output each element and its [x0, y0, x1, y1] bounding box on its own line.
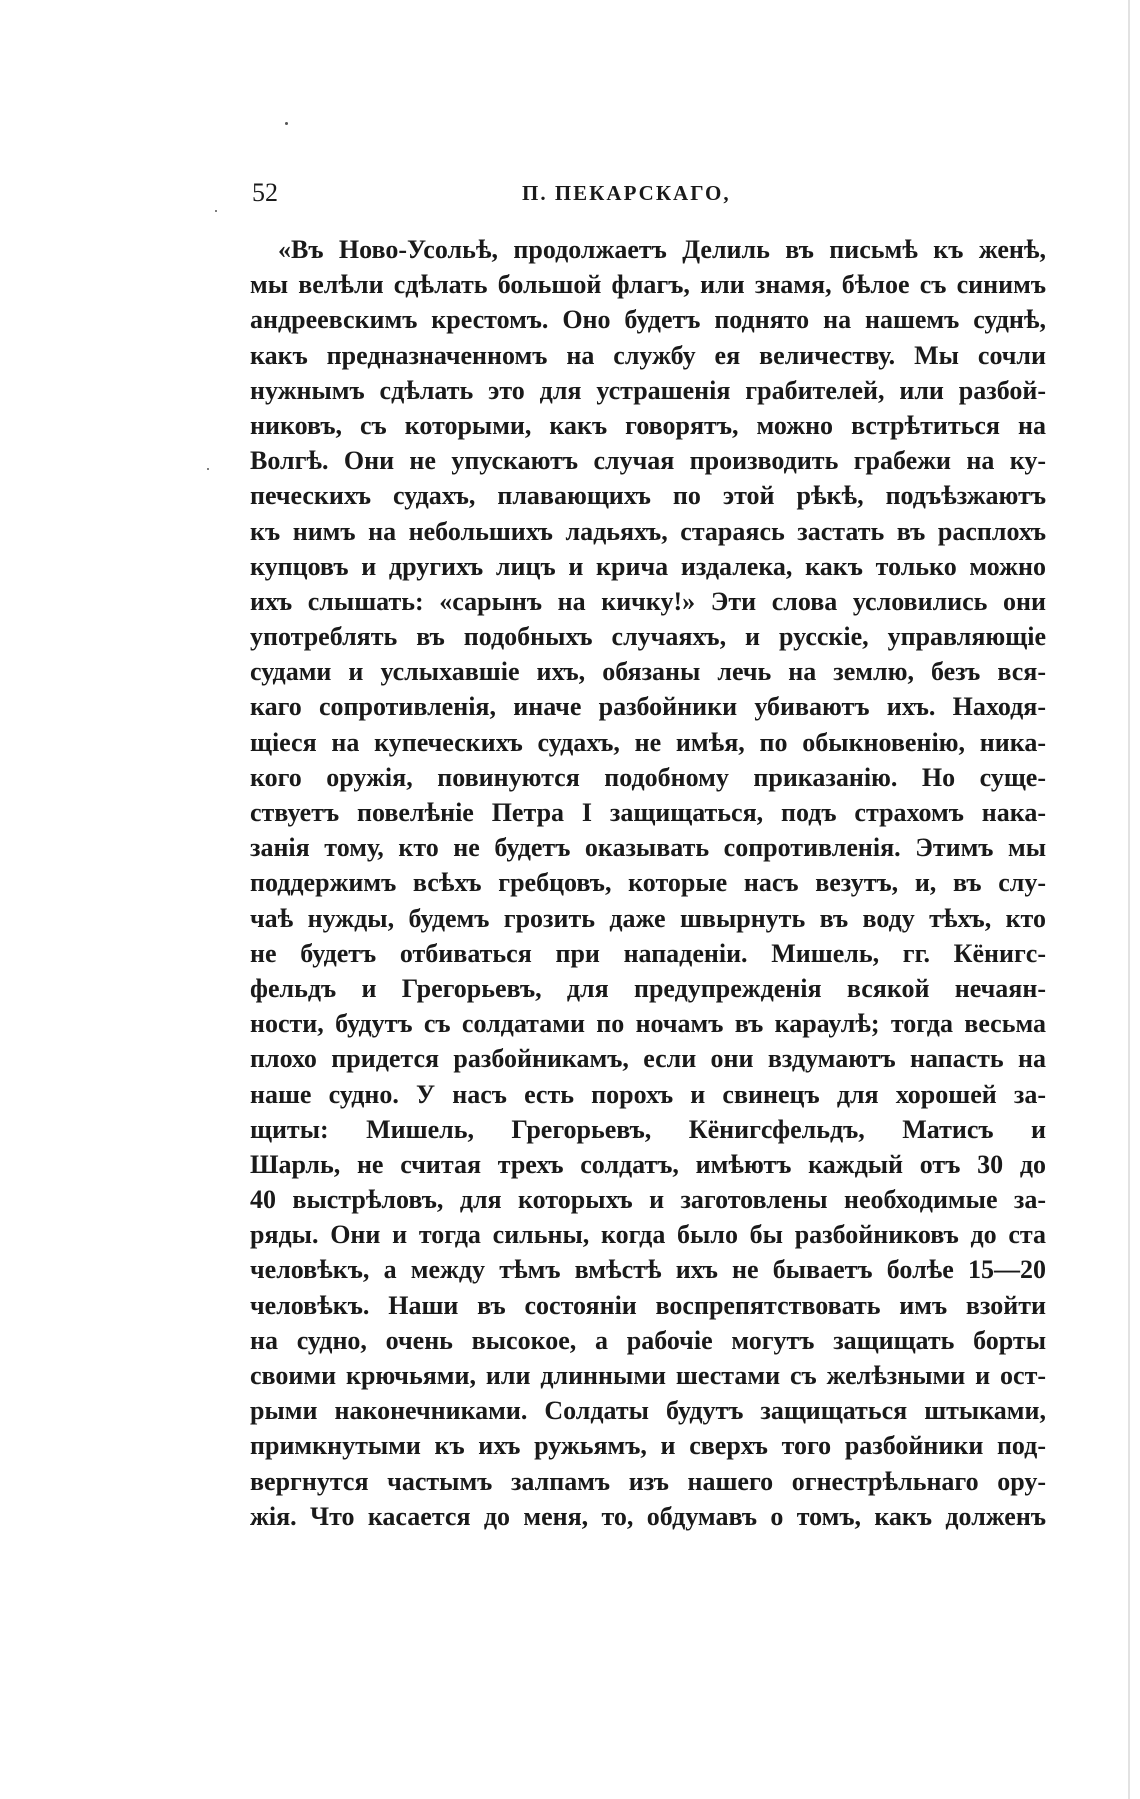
print-speck: [215, 210, 217, 212]
page-header: [252, 178, 1046, 218]
text-line: мы велѣли сдѣлать большой флагъ, или знамя, бѣлое съ синимъ: [250, 270, 1046, 300]
text-line: нужнымъ сдѣлать это для устрашенія грабителей, или разбой-: [250, 375, 1046, 405]
text-line: человѣкъ, а между тѣмъ вмѣстѣ ихъ не бываетъ болѣе 15—20: [250, 1255, 1046, 1285]
text-line: примкнутыми къ ихъ ружьямъ, и сверхъ того разбойники под-: [250, 1431, 1046, 1461]
print-speck: [285, 122, 288, 125]
running-head: П. ПЕКАРСКАГО,: [522, 181, 731, 205]
text-line: ихъ слышать: «сарынъ на кичку!» Эти слова условились они: [250, 586, 1046, 616]
page-number: 52: [252, 178, 278, 207]
text-line: плохо придется разбойникамъ, если они вздумаютъ напасть на: [250, 1044, 1046, 1074]
text-line: щиты: Мишель, Грегорьевъ, Кёнигсфельдъ, Матисъ и: [250, 1114, 1046, 1144]
text-line: употреблять въ подобныхъ случаяхъ, и русскіе, управляющіе: [250, 622, 1046, 652]
text-line: человѣкъ. Наши въ состояніи воспрепятствовать имъ взойти: [250, 1290, 1046, 1320]
text-line: жія. Что касается до меня, то, обдумавъ о томъ, какъ долженъ: [250, 1501, 1046, 1531]
text-line: никовъ, съ которыми, какъ говорятъ, можно встрѣтиться на: [250, 410, 1046, 440]
text-line: Волгѣ. Они не упускаютъ случая производить грабежи на ку-: [250, 446, 1046, 476]
body-text: [250, 232, 1046, 1534]
text-line: поддержимъ всѣхъ гребцовъ, которые насъ везутъ, и, въ слу-: [250, 868, 1046, 898]
text-line: какъ предназначенномъ на службу ея величеству. Мы сочли: [250, 340, 1046, 370]
text-line: каго сопротивленія, иначе разбойники убиваютъ ихъ. Находя-: [250, 692, 1046, 722]
text-line: занія тому, кто не будетъ оказывать сопротивленія. Этимъ мы: [250, 833, 1046, 863]
print-speck: [207, 468, 209, 470]
text-line: андреевскимъ крестомъ. Оно будетъ поднято на нашемъ суднѣ,: [250, 305, 1046, 335]
text-line: печескихъ судахъ, плавающихъ по этой рѣкѣ, подъѣзжаютъ: [250, 481, 1046, 511]
text-line: 40 выстрѣловъ, для которыхъ и заготовлены необходимые за-: [250, 1185, 1046, 1215]
text-line: на судно, очень высокое, а рабочіе могутъ защищать борты: [250, 1325, 1046, 1355]
text-line: наше судно. У насъ есть порохъ и свинецъ для хорошей за-: [250, 1079, 1046, 1109]
text-line: своими крючьями, или длинными шестами съ желѣзными и ост-: [250, 1361, 1046, 1390]
text-line: ствуетъ повелѣніе Петра I защищаться, подъ страхомъ нака-: [250, 798, 1046, 827]
text-line: кого оружія, повинуются подобному приказанію. Но суще-: [250, 762, 1046, 792]
text-line: Шарль, не считая трехъ солдатъ, имѣютъ каждый отъ 30 до: [250, 1149, 1046, 1179]
text-line: «Въ Ново-Усольѣ, продолжаетъ Делиль въ письмѣ къ женѣ,: [278, 235, 1046, 264]
text-line: вергнутся частымъ залпамъ изъ нашего огнестрѣльнаго ору-: [250, 1466, 1046, 1496]
text-line: чаѣ нужды, будемъ грозить даже швырнуть въ воду тѣхъ, кто: [250, 903, 1046, 933]
text-line: ности, будутъ съ солдатами по ночамъ въ караулѣ; тогда весьма: [250, 1009, 1046, 1039]
page-edge-shadow: [1128, 0, 1130, 1799]
text-line: судами и услыхавшіе ихъ, обязаны лечь на землю, безъ вся-: [250, 657, 1046, 687]
text-line: къ нимъ на небольшихъ ладьяхъ, стараясь застать въ расплохъ: [250, 516, 1046, 546]
text-line: купцовъ и другихъ лицъ и крича издалека, какъ только можно: [250, 551, 1046, 581]
text-line: не будетъ отбиваться при нападеніи. Мишель, гг. Кёнигс-: [250, 938, 1046, 968]
text-line: фельдъ и Грегорьевъ, для предупрежденія всякой нечаян-: [250, 973, 1046, 1003]
text-line: щіеся на купеческихъ судахъ, не имѣя, по обыкновенію, ника-: [250, 727, 1046, 757]
text-line: ряды. Они и тогда сильны, когда было бы разбойниковъ до ста: [250, 1220, 1046, 1250]
text-line: рыми наконечниками. Солдаты будутъ защищаться штыками,: [250, 1396, 1046, 1426]
